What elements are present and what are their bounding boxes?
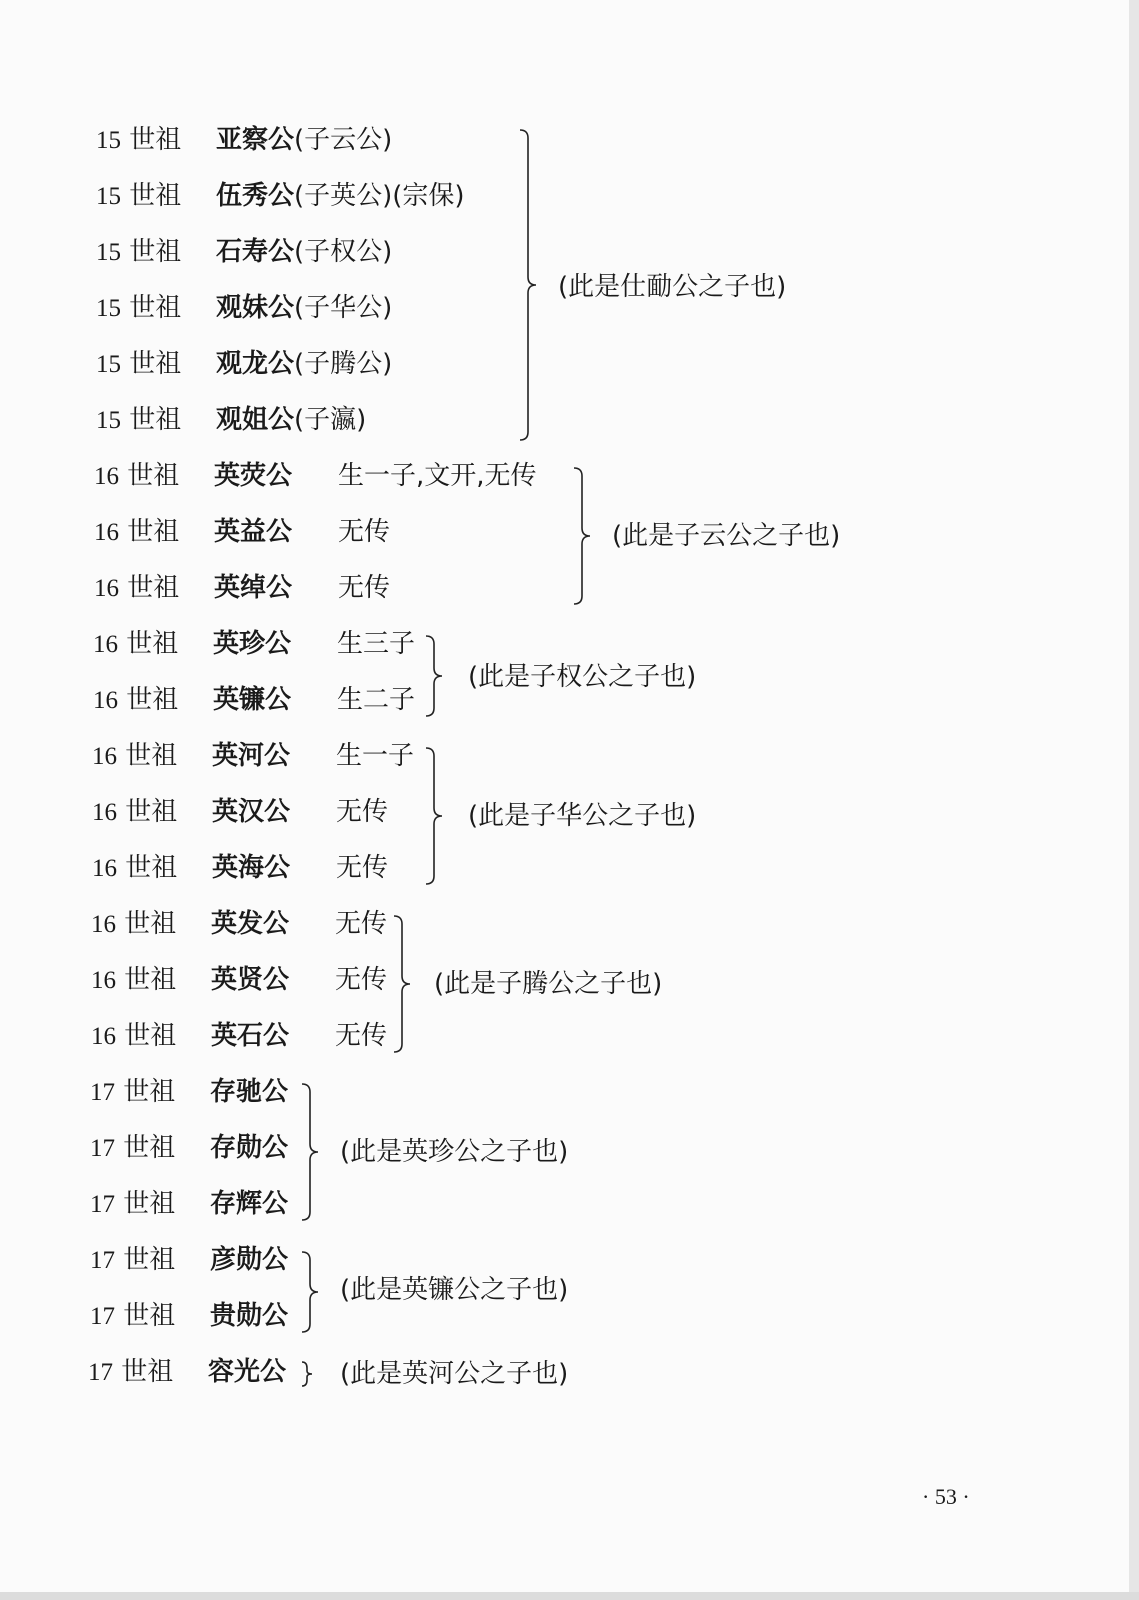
ancestor-name: 英镰公 <box>213 685 292 715</box>
genealogy-row <box>91 1016 401 1056</box>
generation-label: 16 世祖 <box>93 685 179 715</box>
page-number: · 53 · <box>922 1484 970 1509</box>
parent-relation-label: (此是仕勔公之子也) <box>558 272 787 302</box>
ancestor-note: 无传 <box>336 797 389 827</box>
generation-label: 16 世祖 <box>94 517 180 547</box>
ancestor-name: 观妹公 <box>216 293 295 323</box>
generation-label: 17 世祖 <box>90 1189 176 1219</box>
genealogy-row <box>92 736 432 776</box>
genealogy-row <box>96 400 526 440</box>
generation-label: 16 世祖 <box>91 965 177 995</box>
generation-label: 16 世祖 <box>91 909 177 939</box>
ancestor-name: 石寿公 <box>216 237 295 267</box>
ancestor-note: (子云公) <box>294 125 393 155</box>
genealogy-row <box>91 904 401 944</box>
generation-label: 17 世祖 <box>90 1133 176 1163</box>
scan-bottom-edge <box>0 1592 1139 1600</box>
ancestor-note: 无传 <box>336 853 389 883</box>
ancestor-note: (子腾公) <box>294 349 393 379</box>
ancestor-name: 存辉公 <box>210 1189 289 1219</box>
ancestor-name: 英发公 <box>211 909 290 939</box>
genealogy-row <box>94 568 574 608</box>
generation-label: 15 世祖 <box>96 349 182 379</box>
ancestor-note: (子权公) <box>294 237 393 267</box>
generation-label: 15 世祖 <box>96 237 182 267</box>
genealogy-row <box>90 1072 310 1112</box>
group-brace <box>424 746 444 886</box>
generation-label: 15 世祖 <box>96 125 182 155</box>
generation-label: 16 世祖 <box>93 629 179 659</box>
generation-label: 17 世祖 <box>90 1301 176 1331</box>
generation-label: 16 世祖 <box>92 741 178 771</box>
parent-relation-label: (此是英河公之子也) <box>340 1359 569 1389</box>
ancestor-name: 英珍公 <box>213 629 292 659</box>
genealogy-row <box>88 1352 308 1392</box>
genealogy-row <box>90 1128 310 1168</box>
genealogy-row <box>96 344 526 384</box>
ancestor-note: 无传 <box>338 573 391 603</box>
generation-label: 16 世祖 <box>94 461 180 491</box>
ancestor-note: (子华公) <box>294 293 393 323</box>
generation-label: 16 世祖 <box>91 1021 177 1051</box>
parent-relation-label: (此是子权公之子也) <box>468 662 697 692</box>
genealogy-row <box>96 288 526 328</box>
ancestor-note: 生二子 <box>337 685 416 715</box>
ancestor-name: 容光公 <box>208 1357 287 1387</box>
ancestor-name: 亚察公 <box>216 125 295 155</box>
ancestor-name: 英绰公 <box>214 573 293 603</box>
generation-label: 16 世祖 <box>92 853 178 883</box>
ancestor-name: 英荧公 <box>214 461 293 491</box>
group-brace <box>572 466 592 606</box>
parent-relation-label: (此是英珍公之子也) <box>340 1137 569 1167</box>
genealogy-row <box>90 1240 310 1280</box>
generation-label: 16 世祖 <box>94 573 180 603</box>
group-brace <box>300 1360 316 1388</box>
parent-relation-label: (此是英镰公之子也) <box>340 1275 569 1305</box>
ancestor-note: 无传 <box>338 517 391 547</box>
ancestor-name: 英益公 <box>214 517 293 547</box>
genealogy-row <box>91 960 401 1000</box>
ancestor-name: 贵勋公 <box>210 1301 289 1331</box>
genealogy-row <box>93 624 433 664</box>
ancestor-name: 英贤公 <box>211 965 290 995</box>
group-brace <box>392 914 412 1054</box>
ancestor-name: 观龙公 <box>216 349 295 379</box>
genealogy-row <box>90 1184 310 1224</box>
ancestor-name: 存勋公 <box>210 1133 289 1163</box>
ancestor-note: 生一子 <box>336 741 415 771</box>
ancestor-note: 生三子 <box>337 629 416 659</box>
genealogy-row <box>93 680 433 720</box>
generation-label: 16 世祖 <box>92 797 178 827</box>
scan-edge-shadow <box>1129 0 1139 1600</box>
genealogy-row <box>96 176 526 216</box>
genealogy-row <box>94 512 574 552</box>
group-brace <box>300 1082 320 1222</box>
parent-relation-label: (此是子腾公之子也) <box>434 969 663 999</box>
ancestor-name: 观姐公 <box>216 405 295 435</box>
genealogy-row <box>92 792 432 832</box>
genealogy-row <box>94 456 574 496</box>
ancestor-name: 英海公 <box>212 853 291 883</box>
ancestor-name: 英河公 <box>212 741 291 771</box>
generation-label: 15 世祖 <box>96 405 182 435</box>
ancestor-note: 无传 <box>335 965 388 995</box>
ancestor-note: 无传 <box>335 1021 388 1051</box>
ancestor-note: 生一子,文开,无传 <box>338 461 537 491</box>
ancestor-name: 英石公 <box>211 1021 290 1051</box>
group-brace <box>424 634 444 718</box>
parent-relation-label: (此是子华公之子也) <box>468 801 697 831</box>
genealogy-row <box>90 1296 310 1336</box>
generation-label: 17 世祖 <box>88 1357 174 1387</box>
ancestor-note: (子英公)(宗保) <box>294 181 465 211</box>
parent-relation-label: (此是子云公之子也) <box>612 521 841 551</box>
ancestor-name: 英汉公 <box>212 797 291 827</box>
generation-label: 15 世祖 <box>96 181 182 211</box>
group-brace <box>518 128 538 442</box>
genealogy-row <box>96 120 526 160</box>
ancestor-note: 无传 <box>335 909 388 939</box>
generation-label: 17 世祖 <box>90 1245 176 1275</box>
genealogy-row <box>96 232 526 272</box>
generation-label: 17 世祖 <box>90 1077 176 1107</box>
ancestor-name: 存驰公 <box>210 1077 289 1107</box>
generation-label: 15 世祖 <box>96 293 182 323</box>
ancestor-note: (子瀛) <box>294 405 367 435</box>
ancestor-name: 伍秀公 <box>216 181 295 211</box>
ancestor-name: 彦勋公 <box>210 1245 289 1275</box>
group-brace <box>300 1250 320 1334</box>
genealogy-row <box>92 848 432 888</box>
